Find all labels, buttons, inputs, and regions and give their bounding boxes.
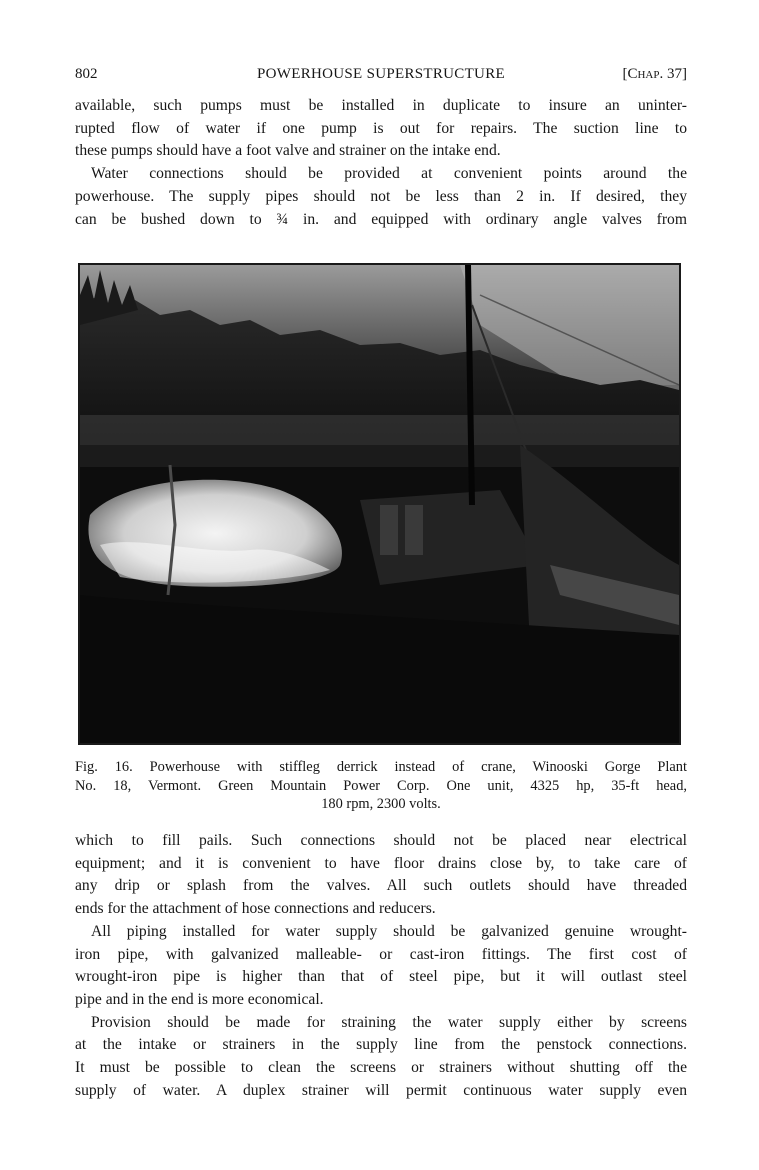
running-header xyxy=(75,66,687,86)
text-line: pipe and in the end is more economical. xyxy=(75,990,324,1008)
photograph-icon xyxy=(80,265,679,743)
figure-caption xyxy=(75,758,687,814)
text-line: can be bushed down to ¾ in. and equipped with ordinary angle valves from xyxy=(75,210,687,228)
running-title: POWERHOUSE SUPERSTRUCTURE xyxy=(257,66,505,82)
text-line: available, such pumps must be installed in duplicate to insure an uninter- xyxy=(75,97,687,114)
text-line: at the intake or strainers in the supply line from the penstock connections. xyxy=(75,1036,687,1054)
text-line: these pumps should have a foot valve and strainer on the intake end. xyxy=(75,142,501,160)
caption-line: No. 18, Vermont. Green Mountain Power Corp. One unit, 4325 hp, 35-ft head, xyxy=(75,777,687,794)
text-line: ends for the attachment of hose connections and reducers. xyxy=(75,900,436,918)
text-line: powerhouse. The supply pipes should not be less than 2 in. If desired, they xyxy=(75,187,687,205)
chapter-label: [Chap. 37] xyxy=(622,66,687,82)
text-line: equipment; and it is convenient to have floor drains close by, to take care of xyxy=(75,854,687,872)
text-line: any drip or splash from the valves. All such outlets should have threaded xyxy=(75,877,687,895)
body-text-top xyxy=(75,95,687,231)
text-line: wrought-iron pipe is higher than that of steel pipe, but it will outlast steel xyxy=(75,968,687,986)
text-line: iron pipe, with galvanized malleable- or cast-iron fittings. The first cost of xyxy=(75,945,687,963)
caption-line: Fig. 16. Powerhouse with stiffleg derrick instead of crane, Winooski Gorge Plant xyxy=(75,759,687,775)
text-line: Provision should be made for straining the water supply either by screens xyxy=(91,1013,687,1031)
caption-line: 180 rpm, 2300 volts. xyxy=(321,796,441,813)
figure-photograph xyxy=(78,263,681,745)
body-text-bottom xyxy=(75,830,687,1102)
text-line: which to fill pails. Such connections should not be placed near electrical xyxy=(75,832,687,849)
text-line: supply of water. A duplex strainer will permit continuous water supply even xyxy=(75,1081,687,1099)
text-line: It must be possible to clean the screens or strainers without shutting off the xyxy=(75,1059,687,1077)
text-line: Water connections should be provided at convenient points around the xyxy=(91,165,687,183)
text-line: rupted flow of water if one pump is out for repairs. The suction line to xyxy=(75,119,687,137)
text-line: All piping installed for water supply should be galvanized genuine wrought- xyxy=(91,922,687,940)
page-number: 802 xyxy=(75,66,98,82)
